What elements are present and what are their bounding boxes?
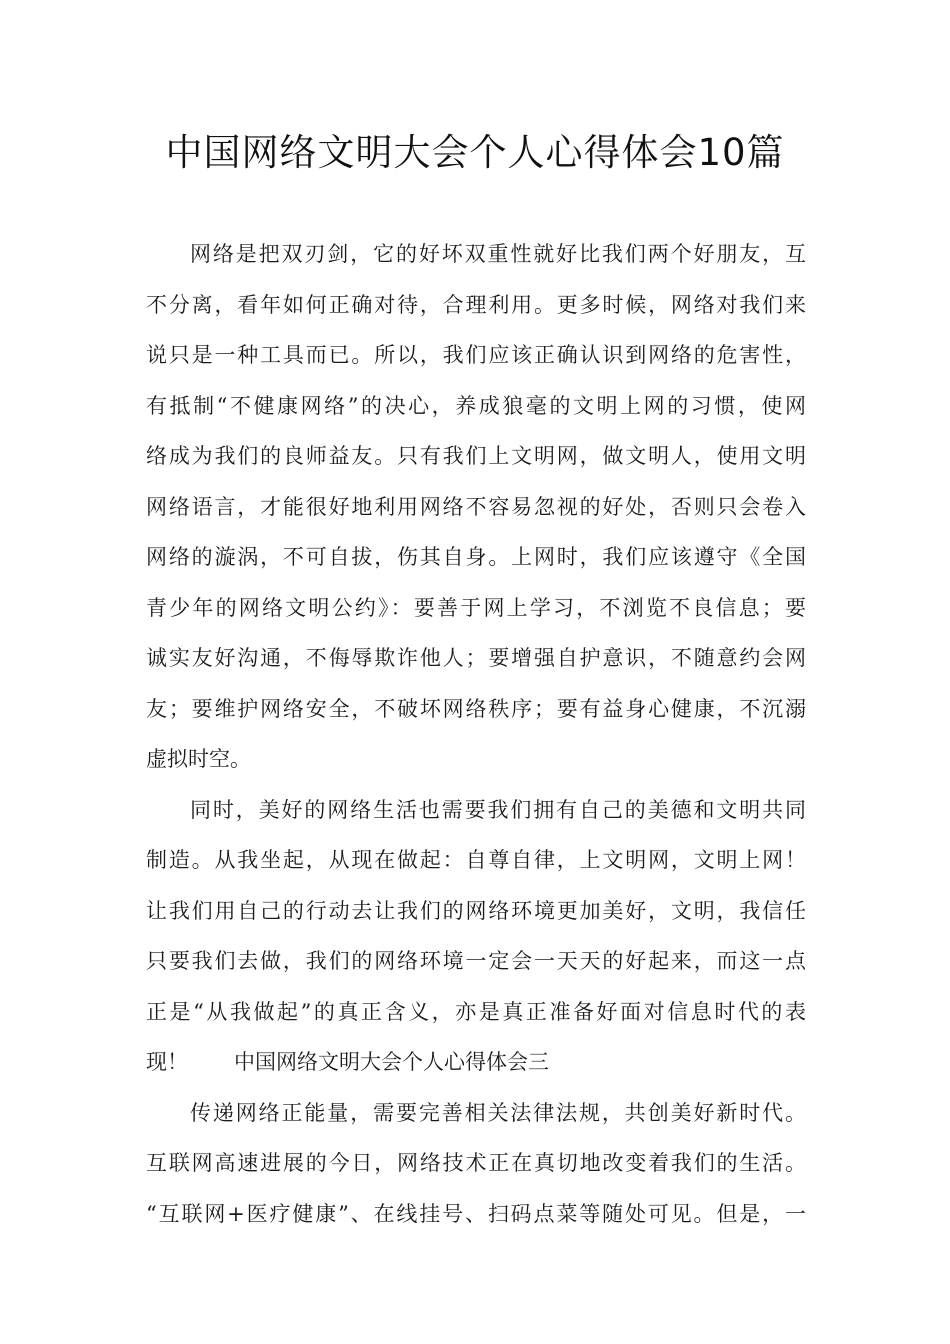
paragraph-2-end: 现！ xyxy=(146,1050,188,1074)
text-line: 友；要维护网络安全，不破坏网络秩序；要有益身心健康，不沉溺 xyxy=(146,696,806,721)
document-title: 中国网络文明大会个人心得体会10篇 xyxy=(165,131,785,174)
paragraph-2 xyxy=(146,785,806,1088)
paragraph-1 xyxy=(146,229,806,785)
text-line: 说只是一种工具而已。所以，我们应该正确认识到网络的危害性， xyxy=(146,343,806,367)
text-line: “互联网+医疗健康”、在线挂号、扫码点菜等随处可见。但是，一 xyxy=(146,1201,806,1226)
text-line: 只要我们去做，我们的网络环境一定会一天天的好起来，而这一点 xyxy=(146,949,806,973)
text-line: 互联网高速进展的今日，网络技术正在真切地改变着我们的生活。 xyxy=(146,1151,806,1175)
text-line xyxy=(146,1037,806,1088)
document-body xyxy=(146,229,806,1239)
section-3-heading: 中国网络文明大会个人心得体会三 xyxy=(234,1050,549,1074)
text-line: 诚实友好沟通，不侮辱欺诈他人；要增强自护意识，不随意约会网 xyxy=(146,646,806,670)
text-line: 不分离，看年如何正确对待，合理利用。更多时候，网络对我们来 xyxy=(146,292,806,317)
text-line: 网络的漩涡，不可自拔，伤其自身。上网时，我们应该遵守《全国 xyxy=(146,545,806,569)
text-line: 网络语言，才能很好地利用网络不容易忽视的好处，否则只会卷入 xyxy=(146,494,806,519)
text-line: 同时，美好的网络生活也需要我们拥有自己的美德和文明共同 xyxy=(190,797,806,822)
text-line: 传递网络正能量，需要完善相关法律法规，共创美好新时代。 xyxy=(190,1100,806,1125)
paragraph-3 xyxy=(146,1088,806,1240)
text-line: 虚拟时空。 xyxy=(146,747,251,771)
text-line: 络成为我们的良师益友。只有我们上文明网，做文明人，使用文明 xyxy=(146,444,806,468)
text-line: 制造。从我坐起，从现在做起：自尊自律，上文明网，文明上网！ xyxy=(146,848,806,872)
text-line: 有抵制“不健康网络”的决心，养成狼毫的文明上网的习惯，使网 xyxy=(146,393,806,418)
text-line: 让我们用自己的行动去让我们的网络环境更加美好，文明，我信任 xyxy=(146,898,806,923)
text-line: 正是“从我做起”的真正含义，亦是真正准备好面对信息时代的表 xyxy=(146,999,806,1024)
text-line: 青少年的网络文明公约》：要善于网上学习，不浏览不良信息；要 xyxy=(146,595,806,620)
text-line: 网络是把双刃剑，它的好坏双重性就好比我们两个好朋友，互 xyxy=(190,242,806,266)
